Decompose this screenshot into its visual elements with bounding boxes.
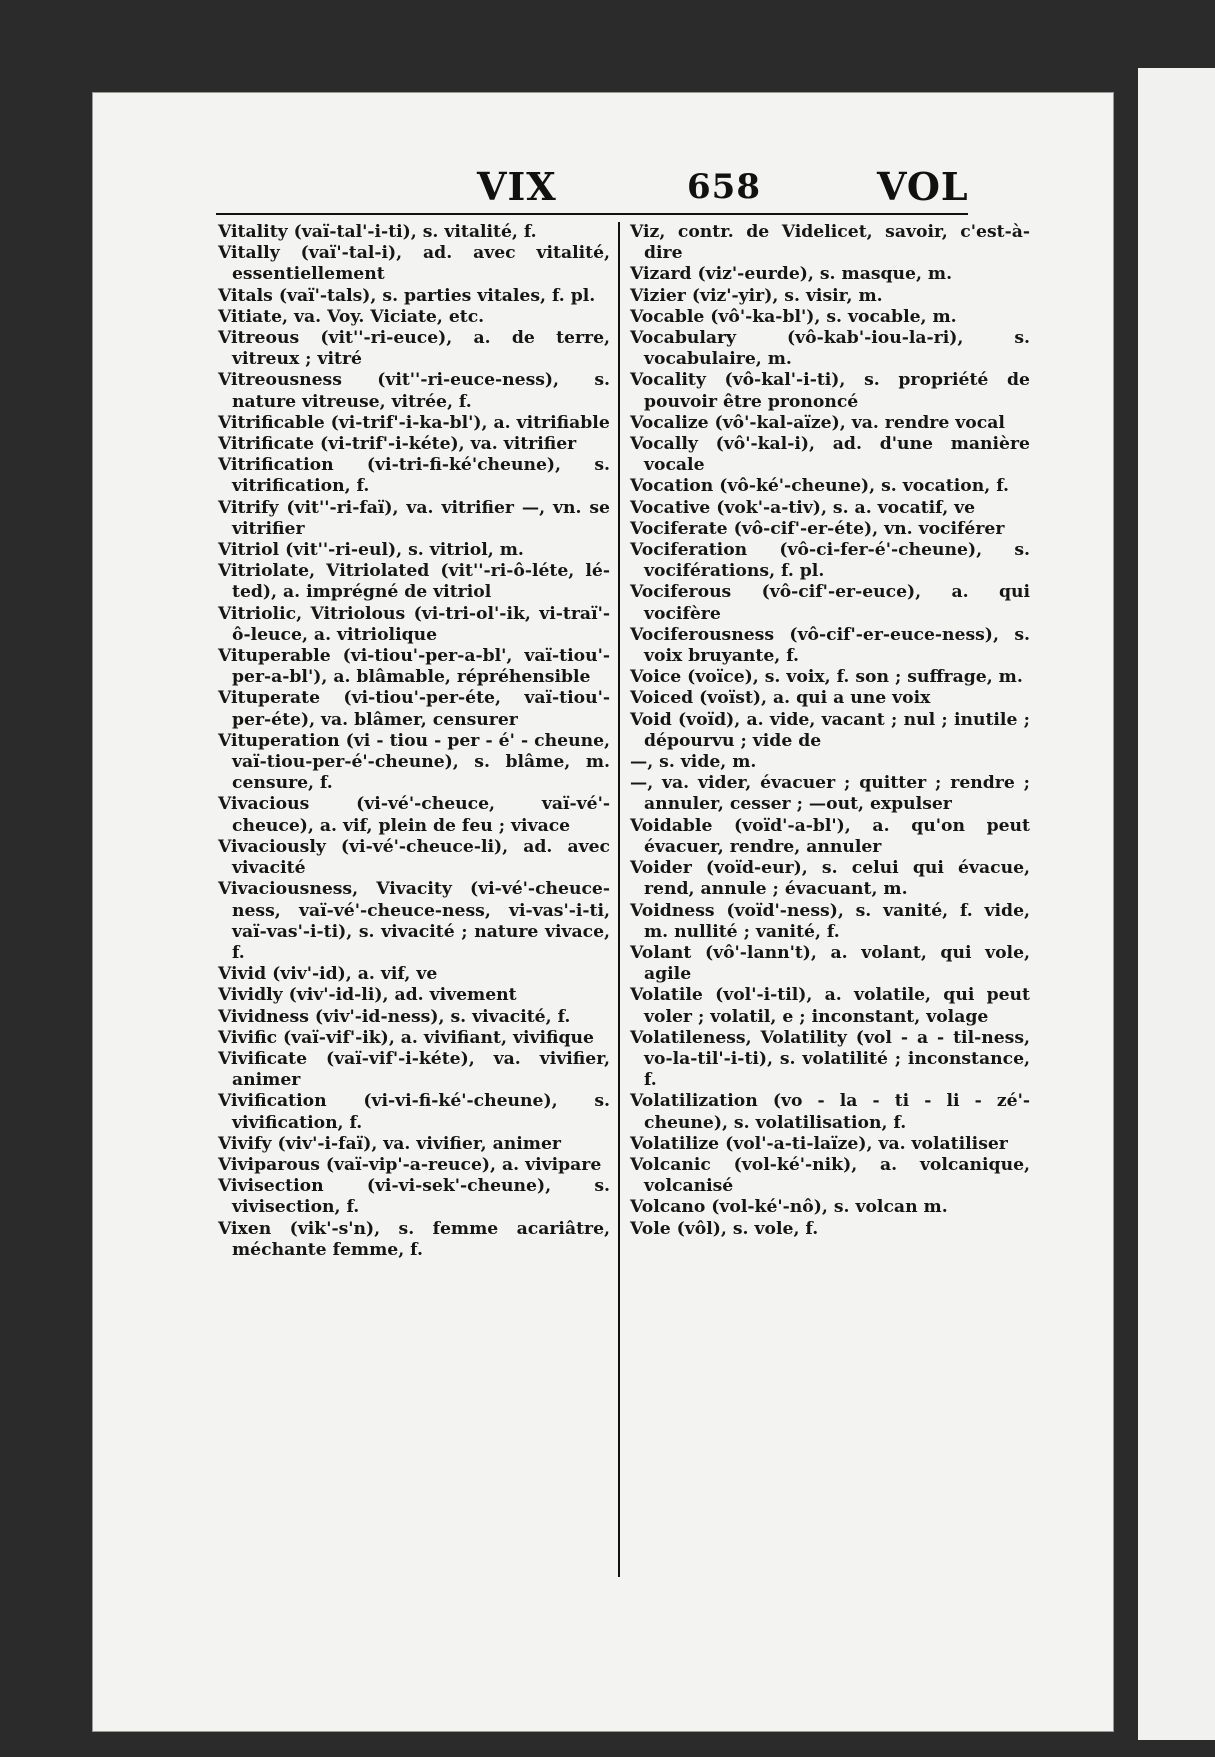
dictionary-entry: Volatilize (vol'-a-ti-laïze), va. volatiliser	[630, 1133, 1008, 1154]
dictionary-entry: Vivify (viv'-i-faï), va. vivifier, animer	[218, 1133, 561, 1154]
dictionary-entry: Vociferation (vô-ci-fer-é'-cheune), s. vociférations, f. pl.	[630, 540, 1030, 582]
dictionary-entry: Void (voïd), a. vide, vacant ; nul ; inutile ; dépourvu ; vide de	[630, 709, 1030, 751]
dictionary-entry: Vivaciousness, Vivacity (vi-vé'-cheuce-ness, vaï-vé'-cheuce-ness, vi-vas'-i-ti, vaï-vas'-i-ti), s. vivacité ; nature vivace, f.	[218, 879, 610, 963]
adjacent-page-edge	[1138, 68, 1215, 1740]
column-divider	[618, 222, 620, 1577]
dictionary-entry: Vitally (vaï'-tal-i), ad. avec vitalité, essentiellement	[218, 243, 610, 285]
dictionary-entry: Vocally (vô'-kal-i), ad. d'une manière vocale	[630, 434, 1030, 476]
dictionary-entry: Vitriolic, Vitriolous (vi-tri-ol'-ik, vi-traï'-ô-leuce, a. vitriolique	[218, 603, 610, 645]
dictionary-entry: Vivisection (vi-vi-sek'-cheune), s. vivisection, f.	[218, 1176, 610, 1218]
dictionary-entry: Vocalize (vô'-kal-aïze), va. rendre vocal	[630, 412, 1005, 433]
dictionary-entry: Volatileness, Volatility (vol - a - til-ness, vo-la-til'-i-ti), s. volatilité ; inconstance, f.	[630, 1027, 1030, 1091]
dictionary-entry: Vocative (vok'-a-tiv), s. a. vocatif, ve	[630, 497, 976, 518]
dictionary-entry: Vocabulary (vô-kab'-iou-la-ri), s. vocabulaire, m.	[630, 328, 1030, 370]
dictionary-entry: Vitriolate, Vitriolated (vit''-ri-ô-léte, lé-ted), a. imprégné de vitriol	[218, 561, 610, 603]
dictionary-entry: Viviparous (vaï-vip'-a-reuce), a. vivipare	[218, 1154, 602, 1175]
dictionary-entry: Vitiate, va. Voy. Viciate, etc.	[218, 306, 485, 327]
dictionary-entry: Vocality (vô-kal'-i-ti), s. propriété de pouvoir être prononcé	[630, 370, 1030, 412]
dictionary-entry: Vizier (viz'-yir), s. visir, m.	[630, 285, 883, 306]
dictionary-entry: Vociferate (vô-cif'-er-éte), vn. vociférer	[630, 518, 1005, 539]
dictionary-entry: Volatile (vol'-i-til), a. volatile, qui peut voler ; volatil, e ; inconstant, volage	[630, 985, 1030, 1027]
dictionary-entry: Vivaciously (vi-vé'-cheuce-li), ad. avec vivacité	[218, 836, 610, 879]
dictionary-entry: Vociferous (vô-cif'-er-euce), a. qui vocifère	[630, 582, 1030, 624]
dictionary-entry: Vivacious (vi-vé'-cheuce, vaï-vé'-cheuce), a. vif, plein de feu ; vivace	[218, 794, 610, 836]
dictionary-entry: Vividness (viv'-id-ness), s. vivacité, f.	[218, 1006, 571, 1027]
dictionary-entry: Vociferousness (vô-cif'-er-euce-ness), s. voix bruyante, f.	[630, 624, 1030, 667]
left-column	[218, 222, 610, 1261]
dictionary-entry: Vitality (vaï-tal'-i-ti), s. vitalité, f.	[218, 222, 537, 242]
right-column	[630, 222, 1030, 1240]
dictionary-entry: Voider (voïd-eur), s. celui qui évacue, rend, annule ; évacuant, m.	[630, 858, 1030, 900]
dictionary-entry: Vitrificate (vi-trif'-i-kéte), va. vitrifier	[218, 434, 577, 455]
header-right-guideword: VOL	[877, 164, 969, 209]
dictionary-entry: Vitrify (vit''-ri-faï), va. vitrifier —, vn. se vitrifier	[218, 497, 610, 539]
dictionary-entry: Vitreousness (vit''-ri-euce-ness), s. nature vitreuse, vitrée, f.	[218, 370, 610, 412]
dictionary-entry: Vivid (viv'-id), a. vif, ve	[218, 964, 438, 985]
dictionary-entry: Vocable (vô'-ka-bl'), s. vocable, m.	[630, 306, 957, 327]
dictionary-entry: Volcanic (vol-ké'-nik), a. volcanique, volcanisé	[630, 1154, 1030, 1197]
dictionary-entry: Voice (voïce), s. voix, f. son ; suffrage, m.	[630, 667, 1023, 688]
dictionary-entry: Voiced (voïst), a. qui a une voix	[630, 688, 931, 709]
dictionary-page	[92, 92, 1114, 1732]
dictionary-entry: Voidable (voïd'-a-bl'), a. qu'on peut évacuer, rendre, annuler	[630, 815, 1030, 857]
dictionary-entry: Vole (vôl), s. vole, f.	[630, 1218, 819, 1239]
dictionary-entry: Volcano (vol-ké'-nô), s. volcan m.	[630, 1197, 948, 1218]
dictionary-entry: Volatilization (vo - la - ti - li - zé'-cheune), s. volatilisation, f.	[630, 1091, 1030, 1133]
page-header	[432, 164, 1057, 224]
dictionary-entry: Voidness (voïd'-ness), s. vanité, f. vide, m. nullité ; vanité, f.	[630, 900, 1030, 942]
dictionary-entry: Vitreous (vit''-ri-euce), a. de terre, vitreux ; vitré	[218, 328, 610, 370]
dictionary-entry: Vituperate (vi-tiou'-per-éte, vaï-tiou'-per-éte), va. blâmer, censurer	[218, 688, 610, 730]
dictionary-entry: —, s. vide, m.	[630, 752, 757, 773]
dictionary-entry: Vitriol (vit''-ri-eul), s. vitriol, m.	[218, 540, 524, 561]
dictionary-entry: Viz, contr. de Videlicet, savoir, c'est-à-dire	[630, 222, 1030, 264]
dictionary-entry: Vivific (vaï-vif'-ik), a. vivifiant, vivifique	[218, 1027, 594, 1048]
dictionary-entry: Vivification (vi-vi-fi-ké'-cheune), s. vivification, f.	[218, 1091, 610, 1133]
dictionary-entry: Vituperation (vi - tiou - per - é' - cheune, vaï-tiou-per-é'-cheune), s. blâme, m. censure, f.	[218, 730, 610, 794]
dictionary-entry: Vocation (vô-ké'-cheune), s. vocation, f.	[630, 476, 1009, 497]
dictionary-entry: Vividly (viv'-id-li), ad. vivement	[218, 985, 517, 1006]
dictionary-entry: Vizard (viz'-eurde), s. masque, m.	[630, 264, 953, 285]
dictionary-entry: Vituperable (vi-tiou'-per-a-bl', vaï-tiou'-per-a-bl'), a. blâmable, répréhensible	[218, 646, 610, 688]
page-number: 658	[687, 167, 761, 207]
dictionary-entry: Vixen (vik'-s'n), s. femme acariâtre, méchante femme, f.	[218, 1218, 610, 1260]
dictionary-entry: Vivificate (vaï-vif'-i-kéte), va. vivifier, animer	[218, 1048, 610, 1091]
dictionary-entry: Vitrificable (vi-trif'-i-ka-bl'), a. vitrifiable	[218, 412, 610, 433]
dictionary-entry: Vitrification (vi-tri-fi-ké'cheune), s. vitrification, f.	[218, 455, 610, 497]
dictionary-entry: —, va. vider, évacuer ; quitter ; rendre ; annuler, cesser ; —out, expulser	[630, 773, 1030, 815]
dictionary-entry: Vitals (vaï'-tals), s. parties vitales, f. pl.	[218, 285, 596, 306]
header-rule	[216, 213, 968, 215]
header-left-guideword: VIX	[477, 164, 557, 209]
dictionary-entry: Volant (vô'-lann't), a. volant, qui vole, agile	[630, 942, 1030, 985]
